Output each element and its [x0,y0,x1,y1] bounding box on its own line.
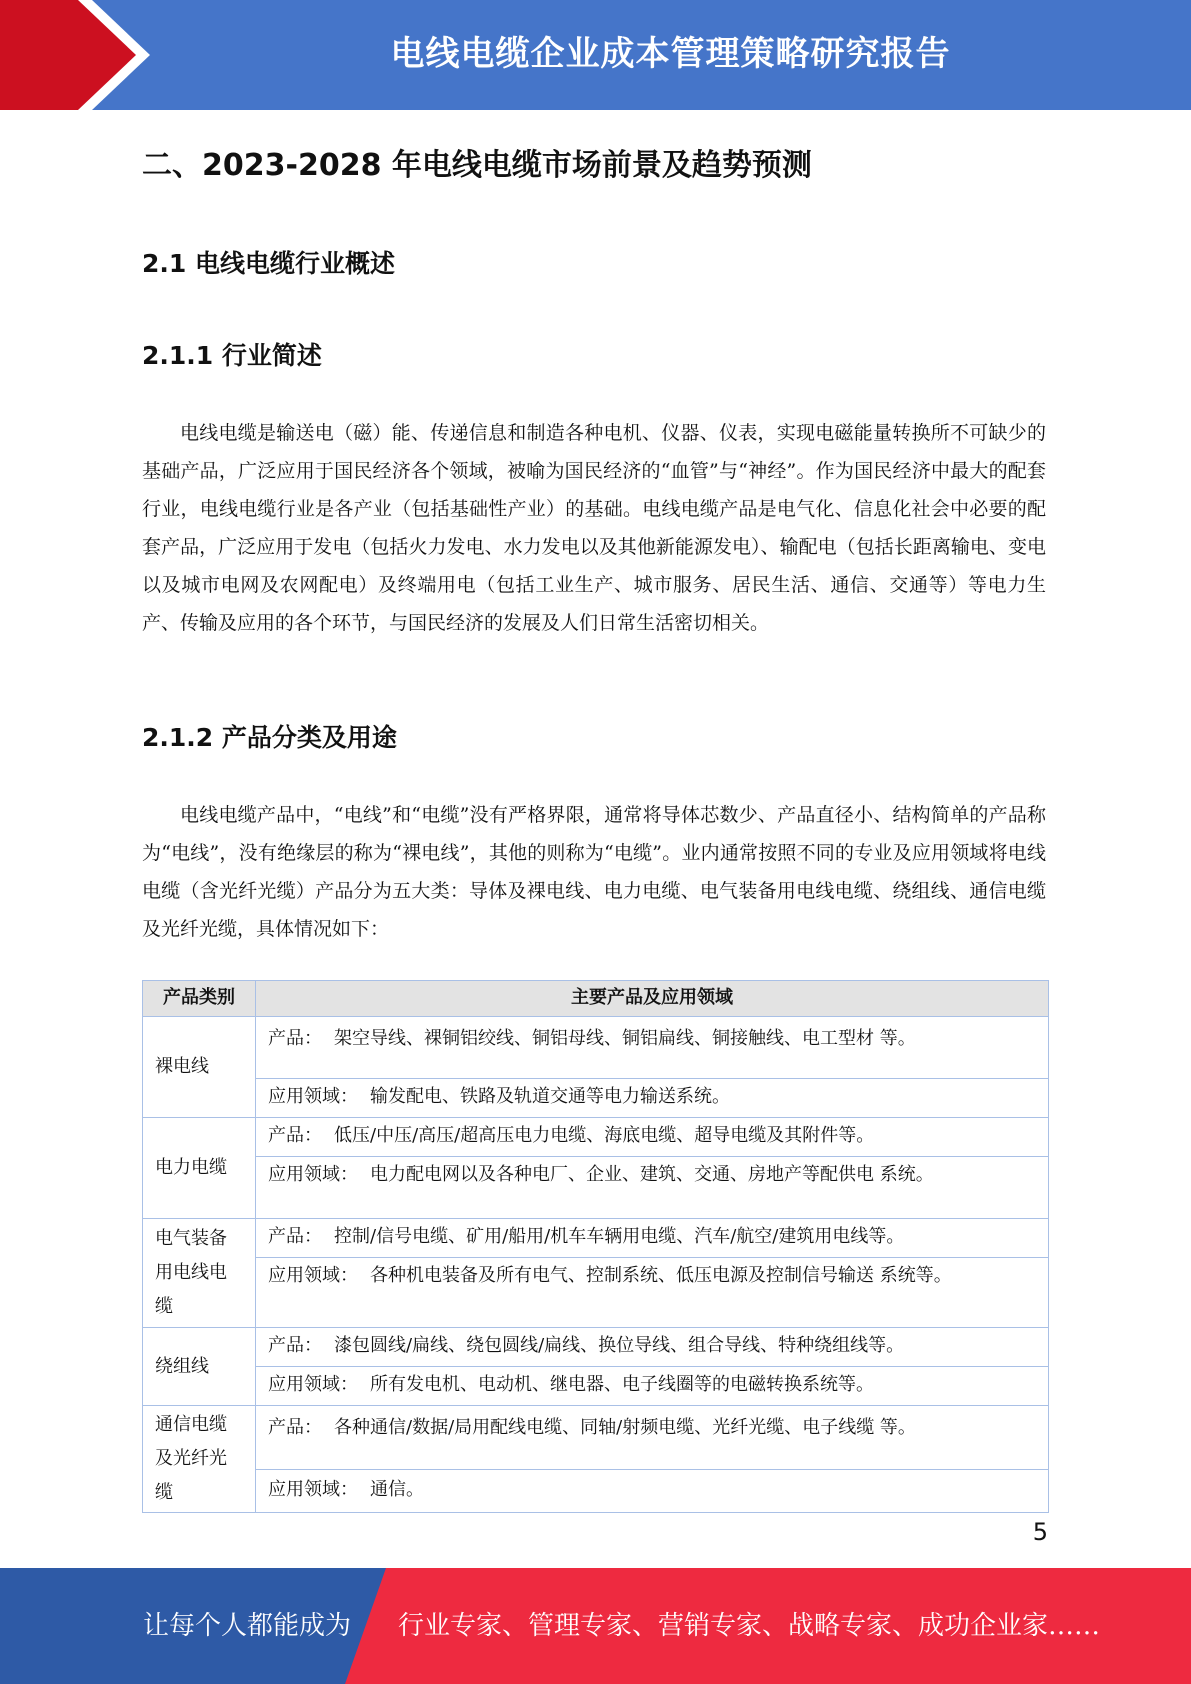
product-cell [256,1219,1049,1258]
subsection-heading: 2.1 电线电缆行业概述 [142,249,395,278]
usage-text: 通信。 [370,1479,424,1501]
usage-cell [256,1157,1049,1219]
usage-cell [256,1079,1049,1118]
table-row [143,1017,1049,1079]
product-label: 产品： [268,1417,322,1438]
overview-heading: 2.1.1 行业简述 [142,341,322,370]
table-row [143,1470,1049,1513]
red-arrow-decoration [0,0,150,110]
usage-text: 所有发电机、电动机、继电器、电子线圈等的电磁转换系统等。 [370,1374,874,1395]
table-row [143,1367,1049,1406]
products-paragraph: 电线电缆产品中，“电线”和“电缆”没有严格界限，通常将导体芯数少、产品直径小、结构简单的产品称为“电线”，没有绝缘层的称为“裸电线”，其他的则称为“电缆”。业内通常按照不同的专业及应用领域将电线电缆（含光纤光缆）产品分为五大类：导体及裸电线、电力电缆、电气装备用电线电缆、绕组线、通信电缆及光纤光缆，具体情况如下： [142,804,1046,940]
category-cell: 电气装备用电线电缆 [143,1219,256,1328]
usage-cell [256,1258,1049,1328]
product-cell [256,1017,1049,1079]
overview-paragraph: 电线电缆是输送电（磁）能、传递信息和制造各种电机、仪器、仪表，实现电磁能量转换所不可缺少的基础产品，广泛应用于国民经济各个领域，被喻为国民经济的“血管”与“神经”。作为国民经济中最大的配套行业，电线电缆行业是各产业（包括基础性产业）的基础。电线电缆产品是电气化、信息化社会中必要的配套产品，广泛应用于发电（包括火力发电、水力发电以及其他新能源发电）、输配电（包括长距离输电、变电以及城市电网及农网配电）及终端用电（包括工业生产、城市服务、居民生活、通信、交通等）等电力生产、传输及应用的各个环节，与国民经济的发展及人们日常生活密切相关。 [142,422,1046,634]
table-row [143,1079,1049,1118]
section-heading: 二、2023-2028 年电线电缆市场前景及趋势预测 [142,148,812,183]
usage-label: 应用领域： [268,1265,358,1286]
table-row [143,1258,1049,1328]
category-cell: 通信电缆及光纤光缆 [143,1406,256,1513]
product-text: 控制/信号电缆、矿用/船用/机车车辆用电缆、汽车/航空/建筑用电线等。 [334,1226,905,1247]
usage-text: 各种机电装备及所有电气、控制系统、低压电源及控制信号输送 系统等。 [370,1265,952,1286]
usage-text: 输发配电、铁路及轨道交通等电力输送系统。 [370,1086,730,1107]
footer-slogan-left: 让每个人都能成为 [143,1611,352,1641]
category-cell: 电力电缆 [143,1118,256,1219]
usage-label: 应用领域： [268,1164,358,1185]
table-row [143,1118,1049,1157]
footer-banner [0,1568,1191,1684]
usage-cell [256,1367,1049,1406]
category-cell: 绕组线 [143,1328,256,1406]
product-label: 产品： [268,1226,322,1247]
footer-slogan-right: 行业专家、管理专家、营销专家、战略专家、成功企业家…… [398,1611,1101,1641]
category-cell: 裸电线 [143,1017,256,1118]
usage-label: 应用领域： [268,1086,358,1107]
table-row [143,1328,1049,1367]
product-cell [256,1328,1049,1367]
table-header-detail: 主要产品及应用领域 [256,981,1049,1017]
product-classification-table [142,980,1049,1513]
header-banner [0,0,1191,110]
products-heading: 2.1.2 产品分类及用途 [142,723,397,752]
usage-label: 应用领域： [268,1479,358,1501]
product-cell [256,1406,1049,1470]
product-label: 产品： [268,1028,322,1049]
usage-cell [256,1470,1049,1513]
usage-text: 电力配电网以及各种电厂、企业、建筑、交通、房地产等配供电 系统。 [370,1164,934,1185]
table-header-row [143,981,1049,1017]
table-row [143,1219,1049,1258]
product-text: 各种通信/数据/局用配线电缆、同轴/射频电缆、光纤光缆、电子线缆 等。 [334,1417,916,1438]
usage-label: 应用领域： [268,1374,358,1395]
product-text: 低压/中压/高压/超高压电力电缆、海底电缆、超导电缆及其附件等。 [334,1125,875,1146]
product-text: 架空导线、裸铜铝绞线、铜铝母线、铜铝扁线、铜接触线、电工型材 等。 [334,1028,916,1049]
table-row [143,1157,1049,1219]
product-label: 产品： [268,1125,322,1146]
page-number: 5 [1032,1518,1048,1546]
product-label: 产品： [268,1335,322,1356]
product-text: 漆包圆线/扁线、绕包圆线/扁线、换位导线、组合导线、特种绕组线等。 [334,1335,905,1356]
table-row [143,1406,1049,1470]
report-title: 电线电缆企业成本管理策略研究报告 [390,34,951,74]
product-cell [256,1118,1049,1157]
table-header-category: 产品类别 [143,981,256,1017]
